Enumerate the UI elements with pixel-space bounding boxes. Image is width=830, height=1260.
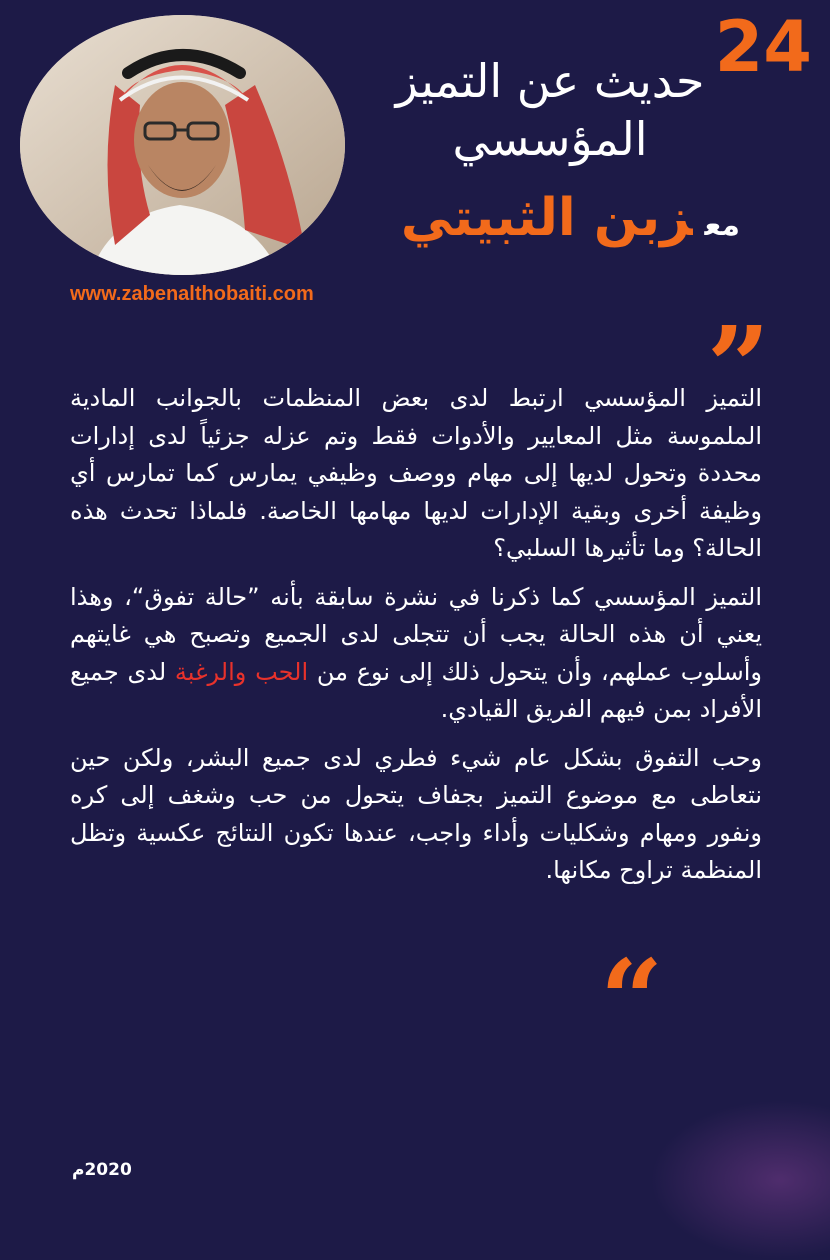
paragraph-2-highlight: الحب والرغبة [174, 657, 309, 686]
quote-open-mark: ” [706, 302, 770, 431]
paragraph-1: التميز المؤسسي ارتبط لدى بعض المنظمات بالجوانب المادية الملموسة مثل المعايير والأدوات فقط وتم عزله جزئياً لدى إدارات محددة وتحول لديها إلى مهام ووصف وظيفي يمارس كما تمارس أي وظيفة أخرى وبقية الإدارات لديها مهامها الخاصة. فلماذا تحدث هذه الحالة؟ وما تأثيرها السلبي؟ [70, 384, 762, 562]
paragraph-3: وحب التفوق بشكل عام شيء فطري لدى جميع البشر، ولكن حين نتعاطى مع موضوع التميز بجفاف يتحول من حب وشغف إلى كره ونفور ومهام وشكليات وأداء واجب، عندها تكون النتائج عكسية وتظل المنظمة تراوح مكانها. [70, 743, 762, 884]
author-photo [20, 15, 345, 275]
paragraph-2-text-start: التميز المؤسسي كما ذكرنا في نشرة سابقة بأنه ”حالة تفوق“، وهذا يعني أن هذه الحالة يجب أن تتجلى لدى الجميع وتصبح هي غايتهم وأسلوب عملهم، وأن يتحول ذلك إلى نوع من [70, 582, 763, 686]
author-name: زبن الثبيتي [400, 188, 693, 248]
issue-number: 24 [714, 6, 812, 88]
byline-with: مع [704, 208, 740, 243]
byline [401, 188, 740, 248]
paragraph-2 [70, 579, 762, 729]
quote-close-mark: “ [600, 935, 664, 1064]
website-link[interactable]: www.zabenalthobaiti.com [70, 283, 314, 305]
title-line-1: حديث عن التميز [395, 54, 705, 108]
year-label: 2020م [72, 1160, 132, 1180]
paragraph-2-text-end: لدى جميع الأفراد بمن فيهم الفريق القيادي. [70, 657, 762, 723]
page-title [380, 52, 720, 168]
title-line-2: المؤسسي [452, 112, 648, 166]
background-glow [650, 1100, 830, 1260]
article-body [70, 380, 762, 901]
